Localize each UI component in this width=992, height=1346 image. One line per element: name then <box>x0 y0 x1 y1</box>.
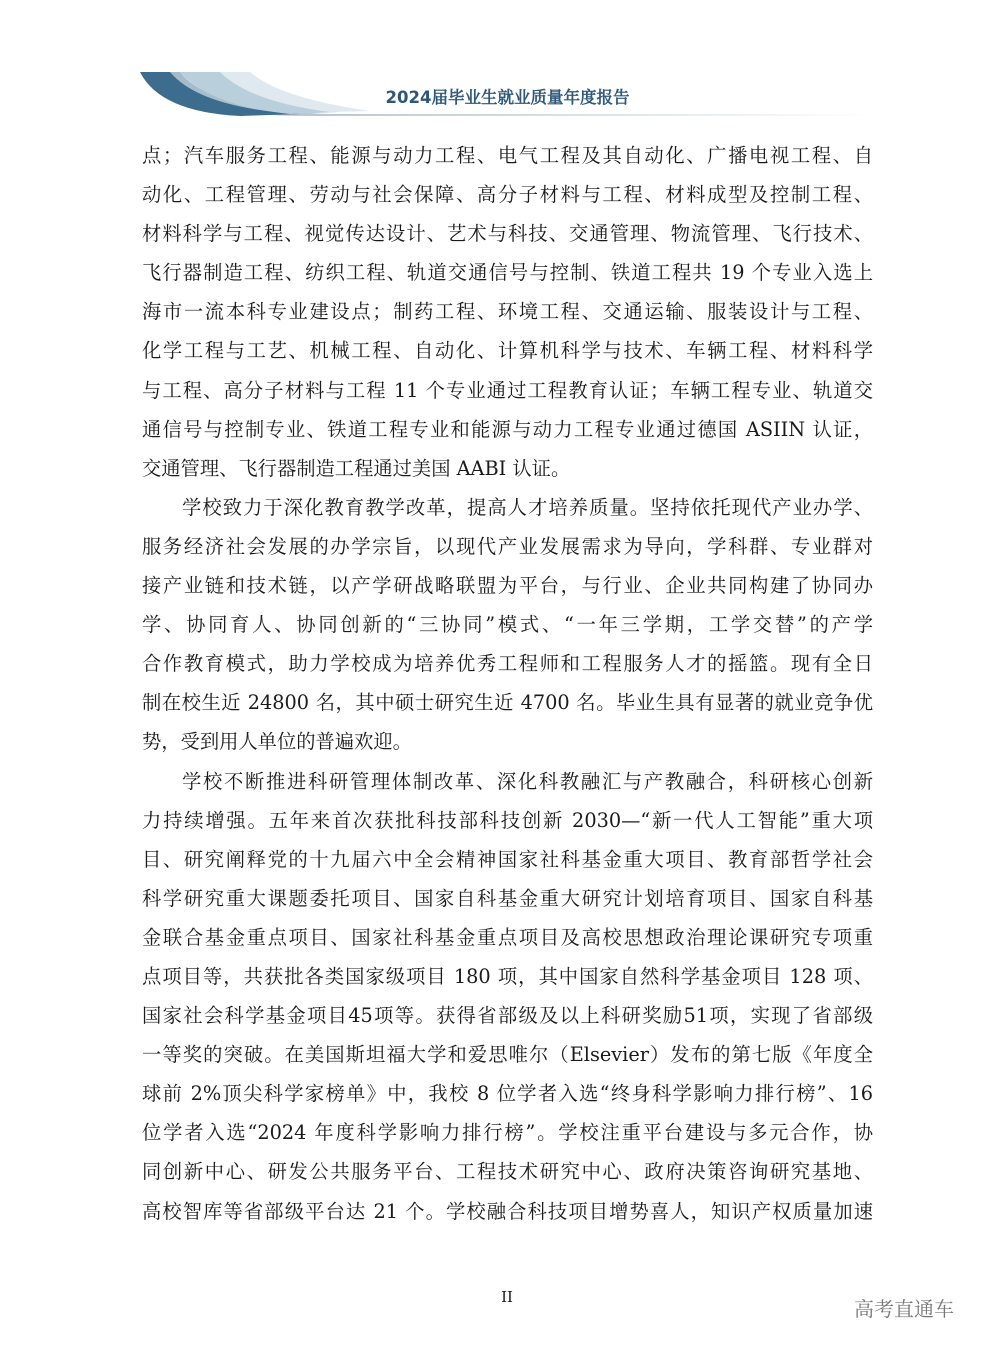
text-line: 学校致力于深化教育教学改革，提高人才培养质量。坚持依托现代产业办学、 <box>182 495 873 519</box>
page-header <box>140 72 875 118</box>
paragraph <box>142 493 873 767</box>
paragraph <box>142 767 873 1236</box>
text-line: 材料科学与工程、视觉传达设计、艺术与科技、交通管理、物流管理、飞行技术、 <box>142 222 873 246</box>
text-line: 金联合基金重点项目、国家社科基金重点项目及高校思想政治理论课研究专项重 <box>142 925 873 949</box>
text-line: 海市一流本科专业建设点；制药工程、环境工程、交通运输、服装设计与工程、 <box>142 300 873 324</box>
text-line: 高校智库等省部级平台达 21 个。学校融合科技项目增势喜人，知识产权质量加速 <box>142 1199 873 1223</box>
text-line: 通信号与控制专业、铁道工程专业和能源与动力工程专业通过德国 ASIIN 认证， <box>142 417 873 441</box>
text-line: 交通管理、飞行器制造工程通过美国 AABI 认证。 <box>142 456 571 480</box>
text-line: 点；汽车服务工程、能源与动力工程、电气工程及其自动化、广播电视工程、自 <box>142 144 873 167</box>
text-line: 同创新中心、研发公共服务平台、工程技术研究中心、政府决策咨询研究基地、 <box>142 1160 873 1184</box>
text-line: 与工程、高分子材料与工程 11 个专业通过工程教育认证；车辆工程专业、轨道交 <box>142 378 873 402</box>
text-line: 合作教育模式，助力学校成为培养优秀工程师和工程服务人才的摇篮。现有全日 <box>142 652 873 676</box>
text-line: 点项目等，共获批各类国家级项目 180 项，其中国家自然科学基金项目 128 项、 <box>142 964 873 988</box>
text-line: 化学工程与工艺、机械工程、自动化、计算机科学与技术、车辆工程、材料科学 <box>142 339 873 363</box>
text-line: 国家社会科学基金项目45项等。获得省部级及以上科研奖励51项，实现了省部级 <box>142 1004 873 1028</box>
text-line: 服务经济社会发展的办学宗旨，以现代产业发展需求为导向，学科群、专业群对 <box>142 534 873 558</box>
text-line: 科学研究重大课题委托项目、国家自科基金重大研究计划培育项目、国家自科基 <box>142 886 873 910</box>
text-line: 势，受到用人单位的普遍欢迎。 <box>142 730 412 754</box>
page-number: II <box>501 1288 513 1306</box>
text-line: 球前 2%顶尖科学家榜单》中，我校 8 位学者入选“终身科学影响力排行榜”、16 <box>142 1082 873 1106</box>
watermark: 高考直通车 <box>854 1297 954 1321</box>
text-line: 力持续增强。五年来首次获批科技部科技创新 2030—“新一代人工智能”重大项 <box>142 808 873 832</box>
text-line: 接产业链和技术链，以产学研战略联盟为平台，与行业、企业共同构建了协同办 <box>142 574 873 598</box>
text-line: 位学者入选“2024 年度科学影响力排行榜”。学校注重平台建设与多元合作，协 <box>142 1121 873 1145</box>
header-title: 2024届毕业生就业质量年度报告 <box>385 88 630 107</box>
text-line: 目、研究阐释党的十九届六中全会精神国家社科基金重大项目、教育部哲学社会 <box>142 847 873 871</box>
text-line: 一等奖的突破。在美国斯坦福大学和爱思唯尔（Elsevier）发布的第七版《年度全 <box>142 1043 873 1067</box>
document-body <box>142 141 873 1236</box>
paragraph <box>142 141 873 493</box>
text-line: 学、协同育人、协同创新的“三协同”模式、“一年三学期，工学交替”的产学 <box>142 613 873 637</box>
text-line: 学校不断推进科研管理体制改革、深化科教融汇与产教融合，科研核心创新 <box>182 769 873 793</box>
text-line: 飞行器制造工程、纺织工程、轨道交通信号与控制、铁道工程共 19 个专业入选上 <box>142 261 873 285</box>
text-line: 动化、工程管理、劳动与社会保障、高分子材料与工程、材料成型及控制工程、 <box>142 183 873 207</box>
text-line: 制在校生近 24800 名，其中硕士研究生近 4700 名。毕业生具有显著的就业竞争优 <box>142 691 873 715</box>
